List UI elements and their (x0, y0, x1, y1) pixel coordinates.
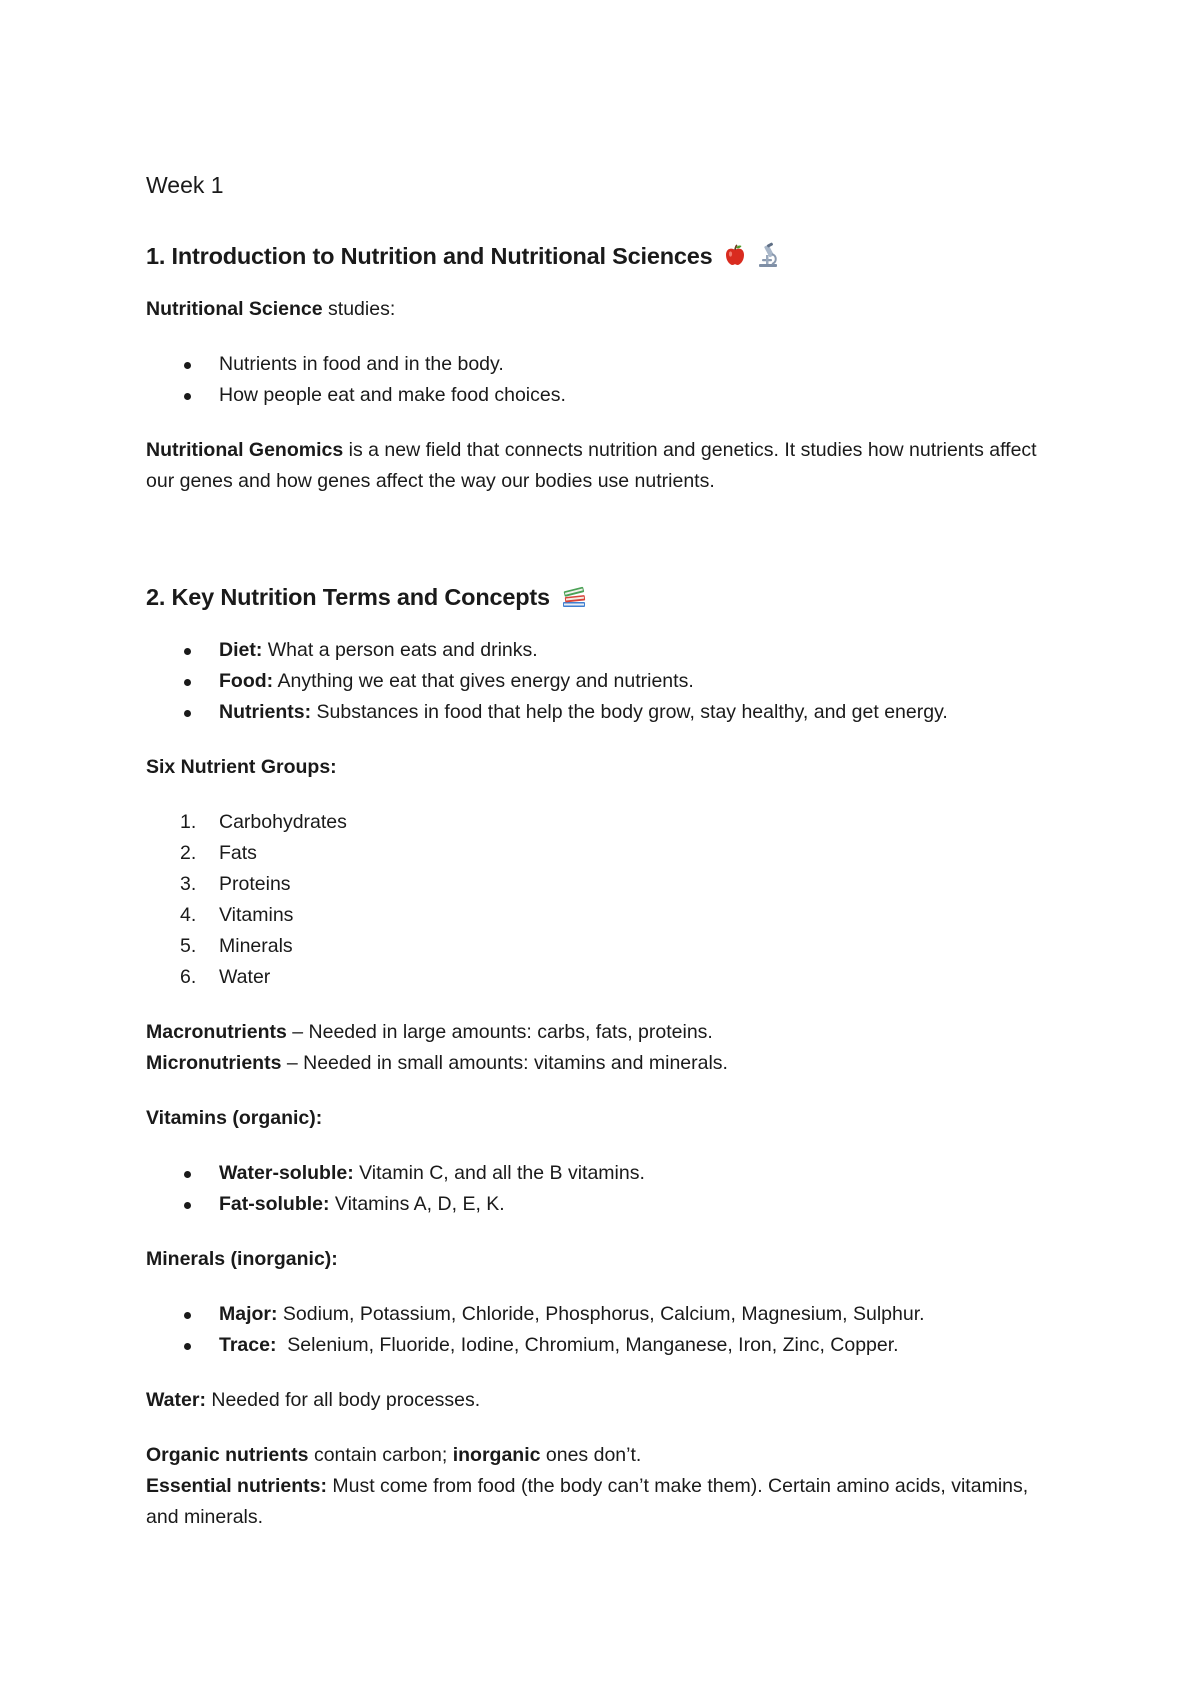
inorganic-rest: ones don’t. (540, 1444, 642, 1466)
list-item (146, 962, 1066, 993)
books-icon (560, 583, 588, 609)
macronutrients-line (146, 1017, 1066, 1048)
list-item (146, 666, 1066, 697)
list-item: Nutrients in food and in the body. (146, 349, 1066, 380)
nutritional-science-rest: studies: (322, 298, 396, 320)
term-definition: Vitamin C, and all the B vitamins. (353, 1162, 645, 1184)
list-number: 1. (180, 811, 197, 833)
micronutrients-rest: – Needed in small amounts: vitamins and minerals. (281, 1052, 728, 1074)
term-definition: Substances in food that help the body grow, stay healthy, and get energy. (311, 701, 948, 723)
list-item-label: Fats (219, 842, 257, 864)
vitamins-list (146, 1158, 1066, 1220)
term-label: Fat-soluble: (219, 1193, 330, 1215)
list-item (146, 900, 1066, 931)
term-definition: What a person eats and drinks. (262, 639, 538, 661)
water-rest: Needed for all body processes. (205, 1389, 481, 1411)
list-item (146, 838, 1066, 869)
nutrient-groups-list (146, 807, 1066, 993)
inorganic-term: inorganic (452, 1444, 541, 1466)
nutritional-genomics-term: Nutritional Genomics (146, 439, 344, 461)
list-number: 2. (180, 842, 197, 864)
microscope-icon (755, 242, 781, 268)
macronutrients-rest: – Needed in large amounts: carbs, fats, proteins. (286, 1021, 713, 1043)
list-item (146, 807, 1066, 838)
term-definition: Sodium, Potassium, Chloride, Phosphorus, Calcium, Magnesium, Sulphur. (277, 1303, 925, 1325)
term-label: Diet: (219, 639, 263, 661)
water-term: Water: (146, 1389, 206, 1411)
list-item (146, 1330, 1066, 1361)
list-item-label: Proteins (219, 873, 291, 895)
minerals-title (146, 1244, 1066, 1275)
list-item-label: Water (219, 966, 271, 988)
term-label: Nutrients: (219, 701, 312, 723)
week-label: Week 1 (146, 172, 224, 198)
list-item (146, 635, 1066, 666)
list-item (146, 1189, 1066, 1220)
nutritional-science-term: Nutritional Science (146, 298, 323, 320)
micronutrients-line (146, 1048, 1066, 1079)
organic-nutrients-line (146, 1440, 1066, 1471)
nutritional-science-intro (146, 294, 1066, 325)
section-1-heading-text: 1. Introduction to Nutrition and Nutritional Sciences (146, 243, 713, 269)
nutritional-genomics-paragraph (146, 435, 1066, 497)
apple-icon (723, 243, 747, 267)
list-item (146, 697, 1066, 728)
term-definition: Anything we eat that gives energy and nutrients. (273, 670, 694, 692)
minerals-title-text: Minerals (inorganic): (146, 1248, 338, 1270)
list-number: 6. (180, 966, 197, 988)
essential-term: Essential nutrients: (146, 1475, 327, 1497)
term-label: Food: (219, 670, 274, 692)
document-page (146, 170, 1066, 1557)
list-item (146, 1299, 1066, 1330)
term-definition: Vitamins A, D, E, K. (329, 1193, 505, 1215)
section-2-heading-text: 2. Key Nutrition Terms and Concepts (146, 584, 550, 610)
organic-term: Organic nutrients (146, 1444, 309, 1466)
nutrient-groups-title (146, 752, 1066, 783)
macronutrients-term: Macronutrients (146, 1021, 287, 1043)
vitamins-title (146, 1103, 1066, 1134)
list-number: 4. (180, 904, 197, 926)
list-item-label: Carbohydrates (219, 811, 347, 833)
section-2-heading (146, 581, 1066, 613)
list-number: 5. (180, 935, 197, 957)
micronutrients-term: Micronutrients (146, 1052, 282, 1074)
section-1-heading (146, 240, 1066, 272)
key-terms-list (146, 635, 1066, 728)
list-item (146, 1158, 1066, 1189)
list-item-label: Minerals (219, 935, 293, 957)
list-item: How people eat and make food choices. (146, 380, 1066, 411)
organic-mid: contain carbon; (308, 1444, 453, 1466)
essential-rest: Must come from food (the body can’t make them). Certain amino acids, vitamins, and minerals. (146, 1475, 1029, 1528)
water-line (146, 1385, 1066, 1416)
list-item (146, 869, 1066, 900)
term-label: Trace: (219, 1334, 277, 1356)
minerals-list (146, 1299, 1066, 1361)
term-label: Major: (219, 1303, 278, 1325)
list-item-label: Vitamins (219, 904, 294, 926)
nutrient-groups-title-text: Six Nutrient Groups: (146, 756, 337, 778)
vitamins-title-text: Vitamins (organic): (146, 1107, 323, 1129)
list-item (146, 931, 1066, 962)
term-label: Water-soluble: (219, 1162, 354, 1184)
term-definition: Selenium, Fluoride, Iodine, Chromium, Manganese, Iron, Zinc, Copper. (276, 1334, 899, 1356)
essential-nutrients-line (146, 1471, 1066, 1533)
nutritional-science-list (146, 349, 1066, 411)
nutritional-genomics-rest: is a new field that connects nutrition and genetics. It studies how nutrients affect our genes and how genes affect the way our bodies use nutrients. (146, 439, 1037, 492)
list-number: 3. (180, 873, 197, 895)
